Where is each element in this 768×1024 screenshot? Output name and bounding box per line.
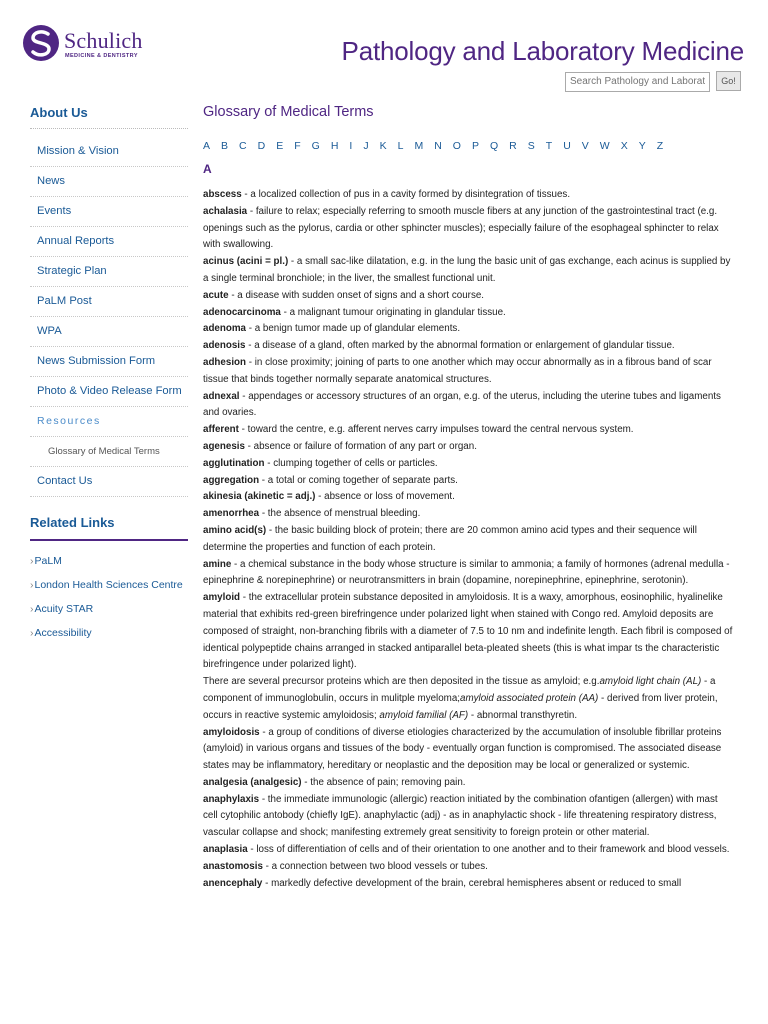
entry-term: adenosis: [203, 340, 246, 352]
sidebar-item-glossary[interactable]: Glossary of Medical Terms: [30, 437, 188, 467]
alpha-link-b[interactable]: B: [221, 140, 229, 152]
glossary-entry: [203, 725, 733, 775]
glossary-entry: [203, 557, 733, 591]
entry-definition: - a benign tumor made up of glandular elements.: [246, 323, 461, 335]
glossary-entry: [203, 187, 733, 204]
entry-definition: - the immediate immunologic (allergic) reaction initiated by the combination ofantigen (allergen) with mast cell cytophilic antobody (chiefly IgE). anaphylactic (adj) - as in anaphylactic shock - life threatening respiratory distress, vascular collapse and shock; manifesting extremely great sensitivity to foreign protein or other material.: [203, 793, 718, 839]
entry-definition: - a connection between two blood vessels or tubes.: [262, 860, 488, 872]
glossary-entry: [203, 422, 733, 439]
department-title: Pathology and Laboratory Medicine: [341, 36, 744, 66]
note-text: - a component of immunoglobulin, occurs in mulitple myeloma;: [203, 676, 716, 704]
entry-definition: - failure to relax; especially referring to smooth muscle fibers at any junction of the gastrointestinal tract (e.g. openings such as the pylorus, cardia or other sphincter muscles); especially failure of the esophageal sphincter to relax with swallowing.: [203, 205, 719, 251]
entry-term: afferent: [203, 424, 239, 436]
entry-definition: - a disease with sudden onset of signs and a short course.: [228, 289, 485, 301]
alpha-link-i[interactable]: I: [349, 140, 353, 152]
entry-definition: - the absence of pain; removing pain.: [301, 776, 466, 788]
glossary-entry: [203, 321, 733, 338]
alpha-link-f[interactable]: F: [294, 140, 301, 152]
alpha-link-s[interactable]: S: [527, 140, 535, 152]
glossary-entry: [203, 876, 733, 893]
entry-term: akinesia (akinetic = adj.): [203, 491, 316, 503]
related-link-acuity-star[interactable]: [30, 601, 188, 617]
alpha-link-y[interactable]: Y: [638, 140, 646, 152]
alpha-link-r[interactable]: R: [509, 140, 517, 152]
entry-definition: - the basic building block of protein; there are 20 common amino acid types and their sequence will determine the properties and function of each protein.: [203, 524, 697, 553]
alphabet-index: [203, 140, 733, 152]
entry-definition: - a disease of a gland, often marked by the abnormal formation or enlargement of glandular tissue.: [245, 340, 675, 352]
glossary-entry: [203, 338, 733, 355]
entry-definition: - a small sac-like dilatation, e.g. in the lung the basic unit of gas exchange, each acinus is supplied by a single terminal bronchiole; in the liver, the smallest functional unit.: [203, 256, 731, 284]
entry-term: acinus (acini = pl.): [203, 256, 289, 268]
entry-term: amine: [203, 558, 232, 570]
about-us-nav: [30, 137, 188, 497]
sidebar-item-palm-post[interactable]: PaLM Post: [30, 287, 188, 317]
entry-term: agglutination: [203, 457, 265, 469]
related-link-lhsc[interactable]: [30, 577, 188, 593]
glossary-entry: [203, 792, 733, 842]
about-us-heading[interactable]: About Us: [30, 106, 188, 129]
entry-definition: - markedly defective development of the brain, cerebral hemispheres absent or reduced to small: [262, 877, 682, 889]
glossary-entry-note: [203, 674, 733, 724]
alpha-link-a[interactable]: A: [203, 140, 211, 152]
glossary-entry: [203, 305, 733, 322]
glossary-entry: [203, 590, 733, 674]
entry-term: adhesion: [203, 356, 247, 368]
entry-term: analgesia (analgesic): [203, 776, 302, 788]
alpha-link-z[interactable]: Z: [656, 140, 664, 152]
chevron-right-icon: ›: [30, 603, 34, 615]
sidebar-item-strategic-plan[interactable]: Strategic Plan: [30, 257, 188, 287]
glossary-entry: [203, 506, 733, 523]
alpha-link-e[interactable]: E: [276, 140, 284, 152]
entry-term: agenesis: [203, 440, 245, 452]
glossary-entry: [203, 456, 733, 473]
entry-definition: - a group of conditions of diverse etiologies characterized by the accumulation of insoluble fibrillar proteins (amyloid) in various organs and tissues of the body - eventually organ function is compromised. The associated disease states may be inflammatory, hereditary or neoplastic and the deposition may be local or generalized or systemic.: [203, 726, 722, 772]
entry-term: amyloid: [203, 592, 241, 604]
glossary-entry: [203, 473, 733, 490]
entry-term: amino acid(s): [203, 524, 267, 536]
entry-term: abscess: [203, 189, 242, 200]
entry-term: adnexal: [203, 390, 240, 402]
glossary-entry: [203, 859, 733, 876]
glossary-entry: [203, 439, 733, 456]
entry-definition: - a malignant tumour originating in glandular tissue.: [280, 306, 506, 318]
glossary-entry: [203, 288, 733, 305]
page-title: Glossary of Medical Terms: [203, 104, 374, 120]
entry-term: adenoma: [203, 323, 247, 335]
entry-term: aggregation: [203, 474, 260, 486]
chevron-right-icon: ›: [30, 627, 34, 639]
entry-term: anaplasia: [203, 844, 248, 856]
glossary-entry: [203, 204, 733, 254]
glossary-entry: [203, 254, 733, 288]
alpha-link-n[interactable]: N: [434, 140, 442, 152]
note-italic-term: amyloid associated protein (AA): [460, 692, 599, 704]
alpha-link-w[interactable]: W: [599, 140, 610, 152]
logo-subtitle: MEDICINE & DENTISTRY: [65, 53, 138, 59]
alpha-link-m[interactable]: M: [414, 140, 424, 152]
related-links-list: [30, 553, 188, 641]
entry-definition: - absence or loss of movement.: [315, 491, 455, 503]
search-input[interactable]: [565, 72, 710, 92]
entry-definition: - loss of differentiation of cells and of their orientation to one another and to their framework and blood vessels.: [247, 844, 730, 856]
sidebar-item-news[interactable]: News: [30, 167, 188, 197]
sidebar-item-wpa[interactable]: WPA: [30, 317, 188, 347]
related-link-label: London Health Sciences Centre: [34, 579, 183, 591]
alpha-link-v[interactable]: V: [581, 140, 589, 152]
sidebar-item-annual-reports[interactable]: Annual Reports: [30, 227, 188, 257]
section-letter-heading: A: [203, 162, 212, 176]
alpha-link-o[interactable]: O: [452, 140, 461, 152]
entry-definition: - absence or failure of formation of any part or organ.: [244, 440, 477, 452]
go-button[interactable]: Go!: [716, 71, 741, 91]
glossary-entry: [203, 389, 733, 423]
alpha-link-l[interactable]: L: [397, 140, 404, 152]
chevron-right-icon: ›: [30, 579, 34, 591]
related-link-label: PaLM: [34, 555, 62, 567]
alpha-link-g[interactable]: G: [311, 140, 320, 152]
glossary-entries: [203, 187, 733, 892]
sidebar-item-mission-vision[interactable]: Mission & Vision: [30, 137, 188, 167]
related-link-label: Acuity STAR: [34, 603, 94, 615]
entry-term: achalasia: [203, 205, 248, 217]
entry-definition: - the absence of menstrual bleeding.: [259, 508, 421, 520]
entry-definition: - a total or coming together of separate parts.: [259, 474, 458, 486]
sidebar-item-resources[interactable]: Resources: [30, 407, 188, 437]
entry-definition: - clumping together of cells or particles.: [264, 457, 438, 469]
alpha-link-h[interactable]: H: [330, 140, 339, 152]
entry-term: anencephaly: [203, 877, 263, 889]
sidebar-item-events[interactable]: Events: [30, 197, 188, 227]
note-text: There are several precursor proteins which are then deposited in the tissue as amyloid; e.g.: [203, 676, 600, 688]
alpha-link-j[interactable]: J: [363, 140, 369, 152]
glossary-entry: [203, 523, 733, 557]
glossary-entry: [203, 355, 733, 389]
entry-term: amyloidosis: [203, 726, 260, 738]
entry-definition: - appendages or accessory structures of an organ, e.g. of the uterus, including the uterine tubes and ligaments and ovaries.: [203, 390, 721, 419]
main-content: [203, 100, 733, 892]
glossary-entry: [203, 775, 733, 792]
chevron-right-icon: ›: [30, 555, 34, 567]
entry-term: adenocarcinoma: [203, 306, 281, 318]
alpha-link-c[interactable]: C: [239, 140, 247, 152]
note-text: - abnormal transthyretin.: [468, 709, 578, 721]
entry-term: anaphylaxis: [203, 793, 260, 805]
note-italic-term: amyloid light chain (AL): [599, 676, 702, 688]
sidebar-item-contact-us[interactable]: Contact Us: [30, 467, 188, 497]
logo-name: Schulich: [64, 28, 143, 53]
alpha-link-u[interactable]: U: [563, 140, 571, 152]
schulich-logo[interactable]: [22, 24, 182, 64]
related-link-label: Accessibility: [34, 627, 92, 639]
search-form: [565, 71, 736, 92]
sidebar: [30, 100, 188, 649]
alpha-link-x[interactable]: X: [620, 140, 628, 152]
alpha-link-d[interactable]: D: [257, 140, 266, 152]
alpha-link-k[interactable]: K: [379, 140, 387, 152]
related-link-accessibility[interactable]: [30, 625, 188, 641]
alpha-link-p[interactable]: P: [471, 140, 479, 152]
entry-definition: - toward the centre, e.g. afferent nerves carry impulses toward the central nervous system.: [238, 424, 634, 436]
note-text: - derived from liver protein, occurs in reactive systemic amyloidosis;: [203, 692, 718, 721]
sidebar-item-photo-video-release-form[interactable]: Photo & Video Release Form: [30, 377, 188, 407]
entry-definition: - a chemical substance in the body whose structure is similar to ammonia; a family of hormones (adrenal medulla - epinephrine & norepinephrine) or neurotransmitters in brain (dopamine, norepinephrine, epinephrine, serotonin).: [203, 558, 730, 587]
alpha-link-t[interactable]: T: [545, 140, 553, 152]
sidebar-item-news-submission-form[interactable]: News Submission Form: [30, 347, 188, 377]
related-links-heading: Related Links: [30, 515, 188, 541]
glossary-entry: [203, 489, 733, 506]
related-link-palm[interactable]: [30, 553, 188, 569]
entry-definition: - in close proximity; joining of parts to one another which may occur abnormally as in a fibrous band of scar tissue that binds together normally separate anatomical structures.: [203, 356, 712, 385]
entry-term: amenorrhea: [203, 508, 260, 520]
note-italic-term: amyloid familial (AF): [379, 709, 469, 721]
schulich-s-icon: [22, 24, 60, 62]
entry-definition: - a localized collection of pus in a cavity formed by disintegration of tissues.: [241, 189, 571, 200]
entry-term: anastomosis: [203, 860, 263, 872]
alpha-link-q[interactable]: Q: [489, 140, 499, 152]
entry-definition: - the extracellular protein substance deposited in amyloidosis. It is a waxy, amorphous, eosinophilic, hyalinelike material that exhibits red-green birefringence under polarized light when stained with Congo red. Amyloid deposits are composed of straight, non-branching fibrils with a diameter of 7.5 to 10 nm and indefinite length. Each fibril is composed of identical polypeptide chains arranged in stacked antiparallel beta-pleated sheets (this is what impar ts the characteristic birefringence under polarized light).: [203, 592, 733, 671]
entry-term: acute: [203, 289, 229, 301]
glossary-entry: [203, 842, 733, 859]
